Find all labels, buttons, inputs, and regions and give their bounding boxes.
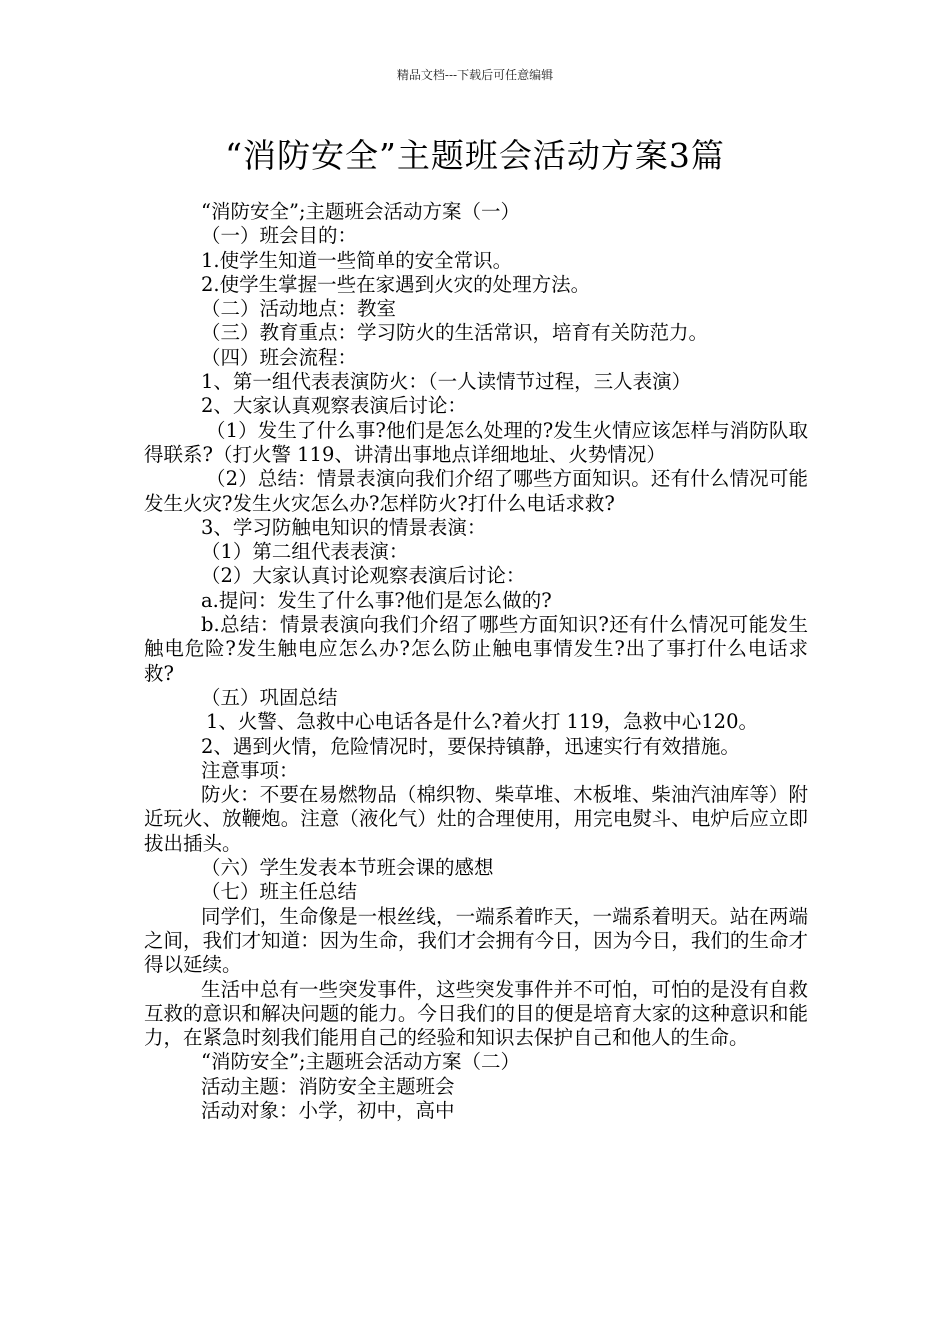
body-line: 1、第一组代表表演防火：（一人读情节过程，三人表演） <box>201 370 692 394</box>
body-line: 生活中总有一些突发事件，这些突发事件并不可怕，可怕的是没有自救互救的意识和解决问题的能力。今日我们的目的便是培育大家的这种意识和能力，在紧急时刻我们能用自己的经验和知识去保护自己和他人的生命。 <box>144 977 808 1050</box>
body-line: （1）发生了什么事?他们是怎么处理的?发生火情应该怎样与消防队取得联系?（打火警 119、讲清出事地点详细地址、火势情况） <box>144 418 808 466</box>
body-line: 3、学习防触电知识的情景表演： <box>201 515 487 539</box>
body-line: （四）班会流程： <box>201 345 358 369</box>
body-line: （2）大家认真讨论观察表演后讨论： <box>201 564 526 588</box>
body-line: （1）第二组代表表演： <box>201 540 409 564</box>
body-line: 2、大家认真观察表演后讨论： <box>201 394 467 418</box>
body-line: （七）班主任总结 <box>201 880 358 904</box>
body-line: 活动主题：消防安全主题班会 <box>201 1074 455 1098</box>
body-line: （2）总结：情景表演向我们介绍了哪些方面知识。还有什么情况可能发生火灾?发生火灾怎么办?怎样防火?打什么电话求救? <box>144 467 808 515</box>
body-line: b.总结：情景表演向我们介绍了哪些方面知识?还有什么情况可能发生触电危险?发生触电应怎么办?怎么防止触电事情发生?出了事打什么电话求救? <box>144 613 808 685</box>
body-line: a.提问：发生了什么事?他们是怎么做的? <box>201 588 552 612</box>
body-line: （六）学生发表本节班会课的感想 <box>201 856 494 880</box>
document-body <box>144 200 808 1123</box>
body-line: 防火：不要在易燃物品（棉织物、柴草堆、木板堆、柴油汽油库等）附近玩火、放鞭炮。注意（液化气）灶的合理使用，用完电熨斗、电炉后应立即拔出插头。 <box>144 783 808 855</box>
body-line: （一）班会目的： <box>201 224 358 248</box>
body-line: 2.使学生掌握一些在家遇到火灾的处理方法。 <box>201 272 591 296</box>
body-line: 注意事项： <box>201 758 299 782</box>
body-line: 2、遇到火情，危险情况时，要保持镇静，迅速实行有效措施。 <box>201 734 740 758</box>
document-title: “消防安全”主题班会活动方案3篇 <box>225 136 725 175</box>
body-line: （二）活动地点：教室 <box>201 297 397 321</box>
body-line: （五）巩固总结 <box>201 685 338 709</box>
body-line: 同学们，生命像是一根丝线，一端系着昨天，一端系着明天。站在两端之间，我们才知道：因为生命，我们才会拥有今日，因为今日，我们的生命才得以延续。 <box>144 904 808 977</box>
body-line: “消防安全”;主题班会活动方案（二） <box>201 1050 521 1074</box>
body-line: （三）教育重点：学习防火的生活常识，培育有关防范力。 <box>201 321 709 345</box>
page-header: 精品文档---下载后可任意编辑 <box>396 68 554 82</box>
body-line: 活动对象：小学，初中，高中 <box>201 1098 455 1122</box>
body-line: 1、火警、急救中心电话各是什么?着火打 119，急救中心120。 <box>206 710 758 734</box>
body-line: “消防安全”;主题班会活动方案（一） <box>201 200 521 223</box>
body-line: 1.使学生知道一些简单的安全常识。 <box>201 248 513 272</box>
